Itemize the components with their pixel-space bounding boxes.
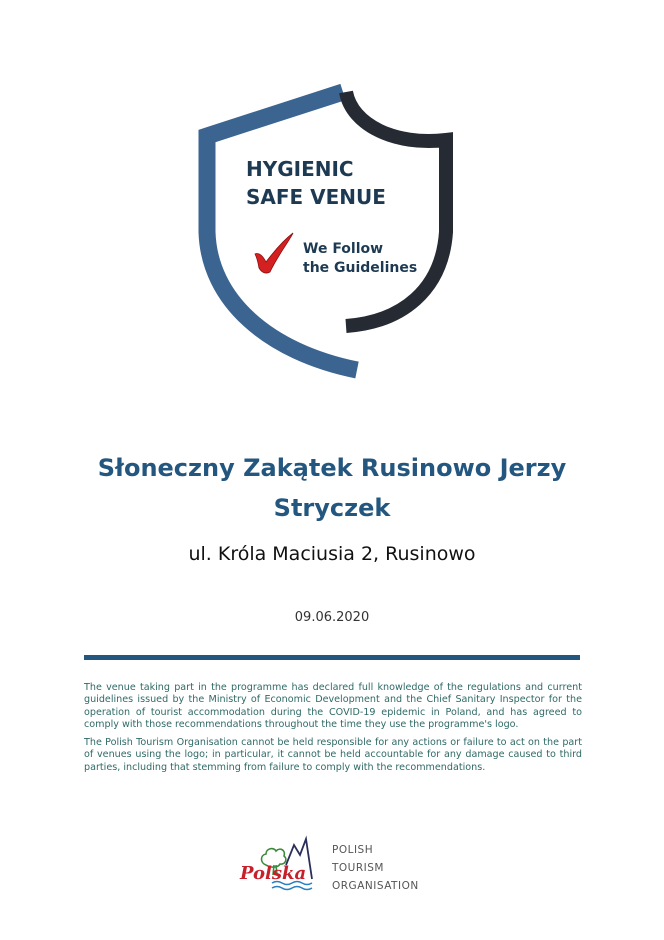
organisation-name <box>332 841 419 895</box>
divider <box>84 655 580 660</box>
shield-left-half <box>207 92 357 370</box>
disclaimer <box>84 682 582 780</box>
venue-address: ul. Króla Maciusia 2, Rusinowo <box>188 543 476 565</box>
org-line-1: POLISH <box>332 844 374 856</box>
badge-subtitle-line2: the Guidelines <box>303 260 418 276</box>
polska-logo <box>236 835 336 895</box>
hygienic-safe-venue-badge <box>0 0 664 400</box>
badge-subtitle-line1: We Follow <box>303 241 384 257</box>
checkmark-icon <box>255 233 293 273</box>
badge-title-line1: HYGIENIC <box>246 157 354 181</box>
badge-title-line2: SAFE VENUE <box>246 185 386 209</box>
org-line-2: TOURISM <box>332 862 384 874</box>
org-line-3: ORGANISATION <box>332 880 419 892</box>
venue-name: Słoneczny Zakątek Rusinowo Jerzy Stryczek <box>97 454 567 522</box>
svg-text:Polska: Polska <box>240 863 307 884</box>
shield-right-half <box>346 92 446 326</box>
certificate-date: 09.06.2020 <box>294 610 370 625</box>
disclaimer-paragraph-2: The Polish Tourism Organisation cannot be held responsible for any actions or failure to act on the part of venues using the logo; in particular, it cannot be held accountable for any damage caused to third parties, including that stemming from failure to comply with the recommendations. <box>84 737 582 773</box>
disclaimer-paragraph-1: The venue taking part in the programme has declared full knowledge of the regulations and current guidelines issued by the Ministry of Economic Development and the Chief Sanitary Inspector for the operation of tourist accommodation during the COVID-19 epidemic in Poland, and has agreed to comply with those recommendations throughout the time they use the programme's logo. <box>84 682 582 730</box>
